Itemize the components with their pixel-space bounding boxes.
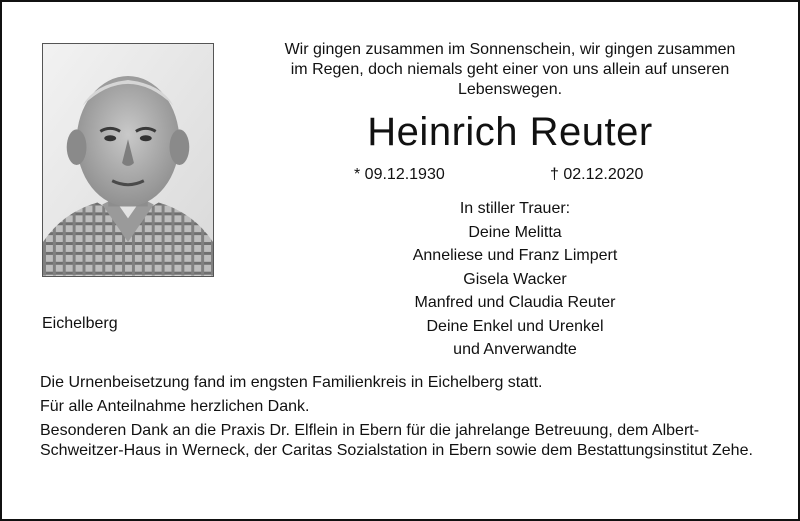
footer-text — [40, 373, 770, 465]
mourner-entry: Manfred und Claudia Reuter — [414, 294, 616, 311]
deceased-name: Heinrich Reuter — [367, 110, 653, 154]
verse-line: Lebenswegen. — [457, 81, 563, 98]
mourner-entry: Gisela Wacker — [463, 270, 567, 288]
place-name: Eichelberg — [42, 315, 118, 332]
mourner-entry: Anneliese und Franz Limpert — [412, 247, 618, 264]
mourner-entry: und Anverwandte — [453, 341, 577, 358]
portrait-photo — [42, 43, 214, 277]
verse-line: Wir gingen zusammen im Sonnenschein, wir gingen zusammen — [284, 41, 736, 58]
mourners-heading: In stiller Trauer: — [459, 200, 571, 217]
verse — [250, 40, 770, 100]
death-date: † 02.12.2020 — [550, 166, 644, 183]
verse-line: im Regen, doch niemals geht einer von uns allein auf unseren — [290, 61, 730, 78]
special-thanks-note: Besonderen Dank an die Praxis Dr. Elflein in Ebern für die jahrelange Betreuung, dem Albert-Schweitzer-Haus in Werneck, der Caritas Sozialstation in Ebern sowie dem Bestattungsinstitut Zehe. — [40, 422, 753, 459]
birth-date: * 09.12.1930 — [354, 166, 445, 183]
burial-note: Die Urnenbeisetzung fand im engsten Familienkreis in Eichelberg statt. — [40, 374, 543, 391]
mourner-entry: Deine Melitta — [468, 223, 562, 241]
mourners-list — [350, 197, 680, 362]
mourner-entry: Deine Enkel und Urenkel — [426, 317, 604, 335]
thanks-note: Für alle Anteilnahme herzlichen Dank. — [40, 398, 310, 415]
